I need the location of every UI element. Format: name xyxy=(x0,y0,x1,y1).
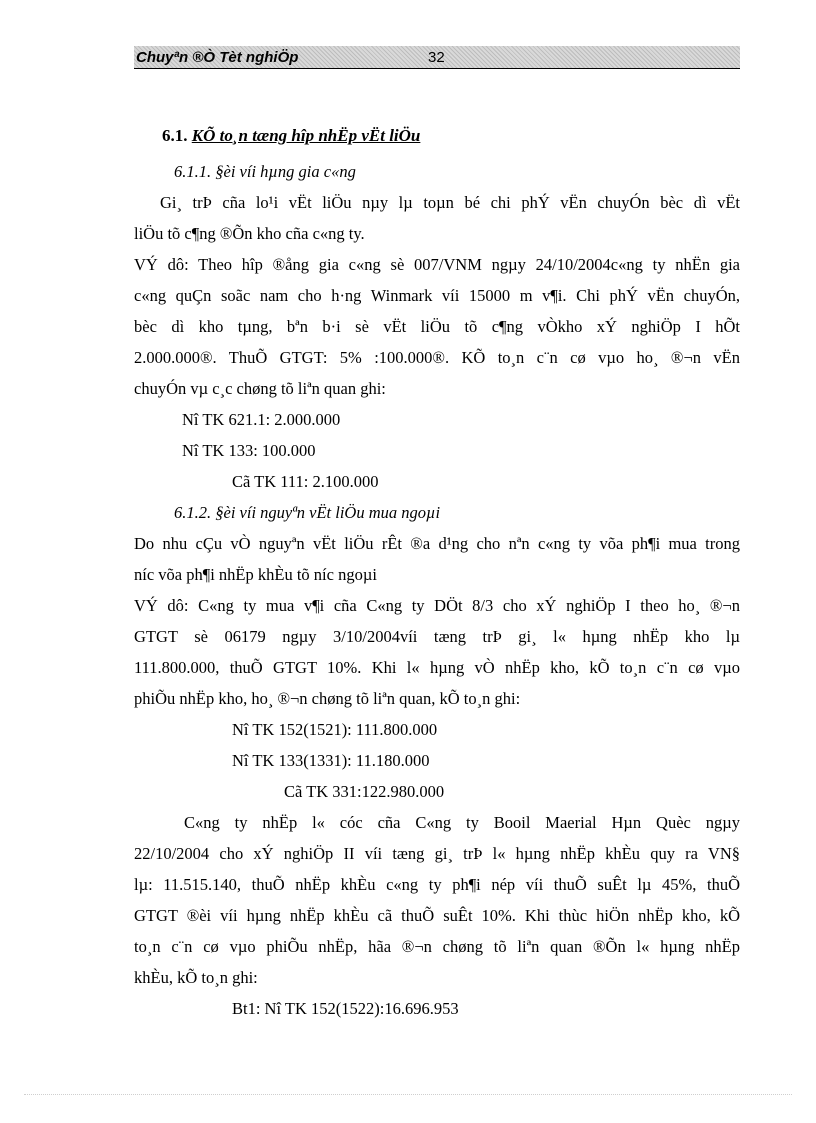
subsection-heading-6-1-2: 6.1.2. §èi víi nguyªn vËt liÖu mua ngoµi xyxy=(174,503,441,522)
section-number: 6.1. xyxy=(162,126,188,145)
paragraph-line: bèc dì kho tµng, bªn b·i sè vËt liÖu tõ c¶ng vÒkho xÝ nghiÖp I hÕt xyxy=(134,317,740,336)
paragraph-line: GTGT ®èi víi hµng nhËp khÈu cã thuÕ suÊt 10%. Khi thùc hiÖn nhËp kho, kÕ xyxy=(134,906,740,925)
paragraph-line: Do nhu cÇu vÒ nguyªn vËt liÖu rÊt ®a d¹ng cho nªn c«ng ty võa ph¶i mua trong xyxy=(134,534,740,553)
paragraph-line: lµ: 11.515.140, thuÕ nhËp khÈu c«ng ty ph¶i nép víi thuÕ suÊt lµ 45%, thuÕ xyxy=(134,875,740,894)
paragraph-line: 22/10/2004 cho xÝ nghiÖp II víi tæng gi¸ trÞ l« hµng nhËp khÈu quy ra VN§ xyxy=(134,844,740,863)
paragraph-line: GTGT sè 06179 ngµy 3/10/2004víi tæng trÞ gi¸ l« hµng nhËp kho lµ xyxy=(134,627,740,646)
paragraph-line: níc võa ph¶i nhËp khÈu tõ níc ngoµi xyxy=(134,565,377,584)
journal-entry-line: Nî TK 621.1: 2.000.000 xyxy=(182,410,341,429)
header-page-number: 32 xyxy=(428,49,445,66)
document-body xyxy=(134,116,740,1024)
paragraph-line: Gi¸ trÞ cña lo¹i vËt liÖu nµy lµ toµn bé chi phÝ vËn chuyÓn bèc dì vËt xyxy=(160,193,740,212)
paragraph-line: to¸n c¨n cø vµo phiÕu nhËp, hãa ®¬n chøng tõ liªn quan ®Õn l« hµng nhËp xyxy=(134,937,740,956)
section-title xyxy=(134,116,740,156)
paragraph-line: 111.800.000, thuÕ GTGT 10%. Khi l« hµng vÒ nhËp kho, kÕ to¸n c¨n cø vµo xyxy=(134,658,740,677)
footer-divider xyxy=(24,1094,792,1095)
paragraph-line: C«ng ty nhËp l« cóc cña C«ng ty Booil Maerial Hµn Quèc ngµy xyxy=(184,813,740,832)
journal-entry-line: Nî TK 133: 100.000 xyxy=(182,441,316,460)
section-title-text: KÕ to¸n tæng hîp nhËp vËt liÖu xyxy=(191,126,421,145)
journal-entry-line: Nî TK 133(1331): 11.180.000 xyxy=(232,751,430,770)
journal-entry-line: Nî TK 152(1521): 111.800.000 xyxy=(232,720,438,739)
paragraph-line: 2.000.000®. ThuÕ GTGT: 5% :100.000®. KÕ to¸n c¨n cø vµo ho¸ ®¬n vËn xyxy=(134,348,740,367)
page-header xyxy=(134,46,740,69)
paragraph-line: khÈu, kÕ to¸n ghi: xyxy=(134,968,258,987)
paragraph-line: liÖu tõ c¶ng ®Õn kho cña c«ng ty. xyxy=(134,224,365,243)
paragraph-line: chuyÓn vµ c¸c chøng tõ liªn quan ghi: xyxy=(134,379,386,398)
paragraph-line: phiÕu nhËp kho, ho¸ ®¬n chøng tõ liªn quan, kÕ to¸n ghi: xyxy=(134,689,521,708)
journal-entry-line: Cã TK 111: 2.100.000 xyxy=(232,472,379,491)
paragraph-line: c«ng quÇn soãc nam cho h·ng Winmark víi 15000 m v¶i. Chi phÝ vËn chuyÓn, xyxy=(134,286,740,305)
journal-entry-line: Cã TK 331:122.980.000 xyxy=(284,782,445,801)
paragraph-line: VÝ dô: C«ng ty mua v¶i cña C«ng ty DÖt 8/3 cho xÝ nghiÖp I theo ho¸ ®¬n xyxy=(134,596,740,615)
subsection-heading-6-1-1: 6.1.1. §èi víi hµng gia c«ng xyxy=(174,162,356,181)
journal-entry-line: Bt1: Nî TK 152(1522):16.696.953 xyxy=(232,999,459,1018)
header-title: Chuyªn ®Ò Tèt nghiÖp xyxy=(136,49,299,66)
paragraph-line: VÝ dô: Theo hîp ®ång gia c«ng sè 007/VNM ngµy 24/10/2004c«ng ty nhËn gia xyxy=(134,255,740,274)
